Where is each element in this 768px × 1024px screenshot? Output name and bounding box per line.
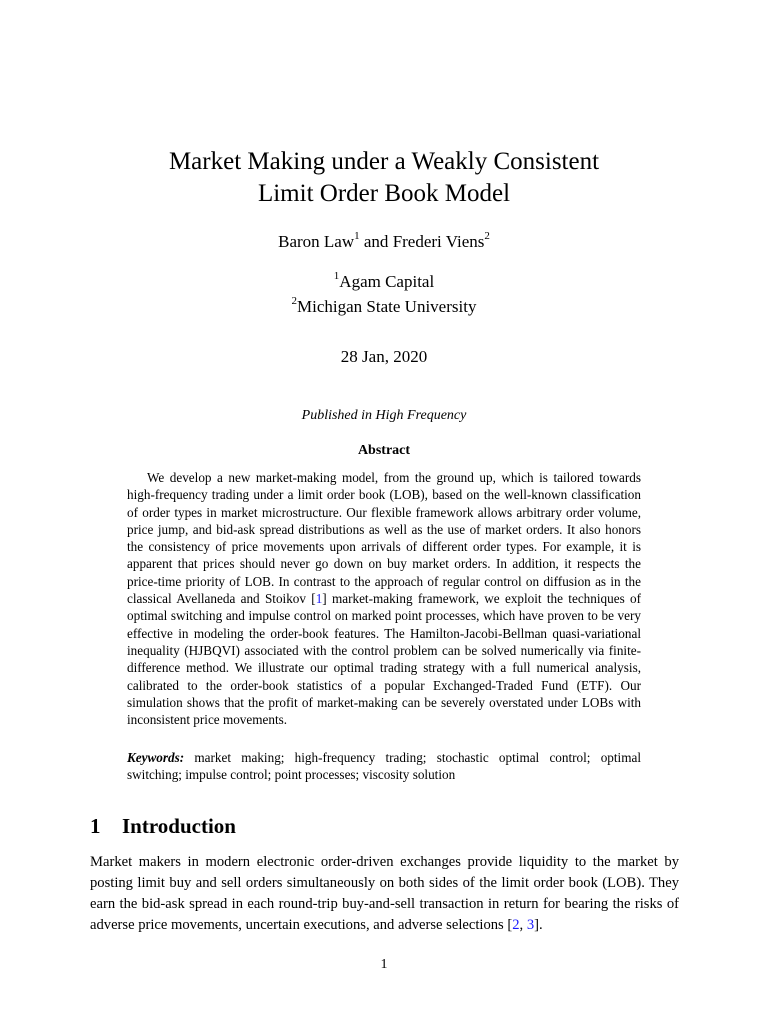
author-list	[0, 231, 768, 253]
introduction-paragraph	[90, 852, 679, 936]
intro-text-part: Market makers in modern electronic order-driven exchanges provide liquidity to the market by posting limit buy and sell orders simultaneously on both sides of the limit order book (LOB). They earn the bid-ask spread in each round-trip buy-and-sell transaction in return for bearing the risks of adverse price movements, uncertain executions, and adverse selections [	[90, 854, 679, 933]
keywords-text: market making; high-frequency trading; stochastic optimal control; optimal switching; impulse control; point processes; viscosity solution	[127, 750, 641, 783]
paper-title	[0, 146, 768, 210]
page-number: 1	[380, 957, 388, 972]
intro-text-part: ].	[534, 917, 543, 933]
affiliation-mark: 2	[484, 230, 490, 243]
affiliation	[0, 269, 768, 294]
abstract-text	[127, 469, 641, 728]
keywords-label: Keywords:	[127, 750, 185, 765]
citation-link[interactable]: 1	[315, 591, 323, 607]
abstract-text-part: ] market-making framework, we exploit the techniques of optimal switching and impulse control on marked point processes, which have proven to be very effective in modeling the order-book features. The Hamilton-Jacobi-Bellman quasi-variational inequality (HJBQVI) associated with the control problem can be solved numerically via finite-difference method. We illustrate our optimal trading strategy with a full numerical analysis, calibrated to the order-book statistics of a popular Exchanged-Traded Fund (ETF). Our simulation shows that the profit of market-making can be severely overstated under LOBs with inconsistent price movements.	[127, 591, 641, 728]
abstract-text-part: We develop a new market-making model, from the ground up, which is tailored towards high-frequency trading under a limit order book (LOB), based on the well-known classification of order types in market microstructure. Our flexible framework allows arbitrary order volume, price jump, and bid-ask spread distributions as well as the use of market orders. It also honors the consistency of price movements upon arrivals of different order types. For example, it is apparent that prices should never go down on buy market orders. In addition, it respects the price-time priority of LOB. In contrast to the approach of regular control on diffusion as in the classical Avellaneda and Stoikov [	[127, 470, 641, 607]
author-connector: and	[359, 232, 393, 251]
affiliation-mark: 1	[333, 270, 340, 283]
keywords	[127, 749, 641, 784]
affiliation-name: Agam Capital	[339, 272, 435, 291]
citation-link[interactable]: 3	[526, 917, 535, 933]
affiliation	[0, 294, 768, 319]
paper-date: 28 Jan, 2020	[340, 347, 428, 366]
citation-separator: ,	[519, 917, 527, 933]
title-line-2: Limit Order Book Model	[257, 180, 511, 207]
author-name: Frederi Viens	[392, 232, 485, 251]
title-line-1: Market Making under a Weakly Consistent	[168, 148, 600, 175]
affiliation-mark: 1	[354, 230, 360, 243]
abstract-heading: Abstract	[357, 443, 411, 458]
citation-link[interactable]: 2	[512, 917, 520, 933]
section-heading	[90, 812, 236, 840]
section-number: 1	[90, 814, 101, 838]
section-title: Introduction	[122, 814, 236, 838]
author-name: Baron Law	[278, 232, 355, 251]
affiliation-mark: 2	[291, 295, 298, 308]
affiliation-list	[0, 269, 768, 319]
publication-note: Published in High Frequency	[301, 408, 467, 423]
affiliation-name: Michigan State University	[297, 297, 477, 316]
